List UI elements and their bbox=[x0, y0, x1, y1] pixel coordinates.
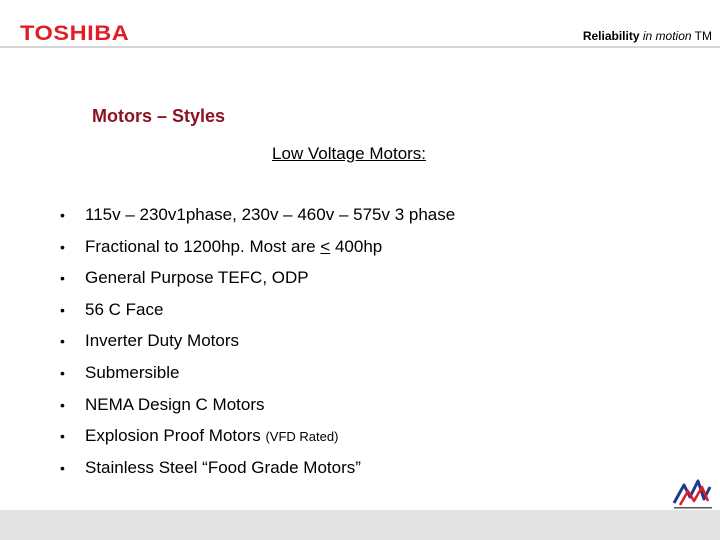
list-item bbox=[60, 456, 455, 488]
bullet-icon: • bbox=[60, 459, 65, 476]
bullet-text: Fractional to 1200hp. Most are < 400hp bbox=[85, 236, 383, 256]
bullet-text: Stainless Steel “Food Grade Motors” bbox=[85, 457, 361, 477]
bullet-text: Submersible bbox=[85, 362, 180, 382]
bullet-icon: • bbox=[60, 270, 65, 287]
list-item bbox=[60, 393, 455, 425]
list-item bbox=[60, 329, 455, 361]
header-divider bbox=[0, 46, 720, 48]
corner-logo-icon bbox=[670, 477, 716, 511]
list-item bbox=[60, 298, 455, 330]
tagline bbox=[583, 29, 712, 43]
bullet-icon: • bbox=[60, 238, 65, 255]
bullet-icon: • bbox=[60, 301, 65, 318]
list-item bbox=[60, 424, 455, 456]
bullet-text: 115v – 230v1phase, 230v – 460v – 575v 3 phase bbox=[85, 205, 456, 224]
tagline-bold: Reliability bbox=[582, 29, 640, 43]
bullet-text: 56 C Face bbox=[85, 299, 164, 319]
toshiba-logo: TOSHIBA bbox=[20, 22, 130, 45]
bullet-icon: • bbox=[60, 207, 65, 223]
bullet-text: Explosion Proof Motors (VFD Rated) bbox=[85, 426, 339, 446]
list-item bbox=[60, 361, 455, 393]
list-item bbox=[60, 266, 455, 298]
slide-title: Motors – Styles bbox=[92, 106, 226, 126]
slide-subtitle: Low Voltage Motors: bbox=[272, 144, 427, 163]
footer-band bbox=[0, 510, 720, 540]
list-item bbox=[60, 235, 455, 267]
tagline-trademark: TM bbox=[694, 29, 712, 43]
tagline-italic: in motion bbox=[642, 29, 692, 43]
bullet-text: General Purpose TEFC, ODP bbox=[85, 268, 309, 288]
bullet-icon: • bbox=[60, 428, 65, 445]
list-item bbox=[60, 203, 455, 235]
bullet-list bbox=[60, 203, 455, 487]
bullet-icon: • bbox=[60, 333, 65, 350]
bullet-text: NEMA Design C Motors bbox=[85, 394, 265, 414]
bullet-icon: • bbox=[60, 364, 65, 381]
bullet-text: Inverter Duty Motors bbox=[85, 331, 239, 351]
bullet-icon: • bbox=[60, 396, 65, 413]
